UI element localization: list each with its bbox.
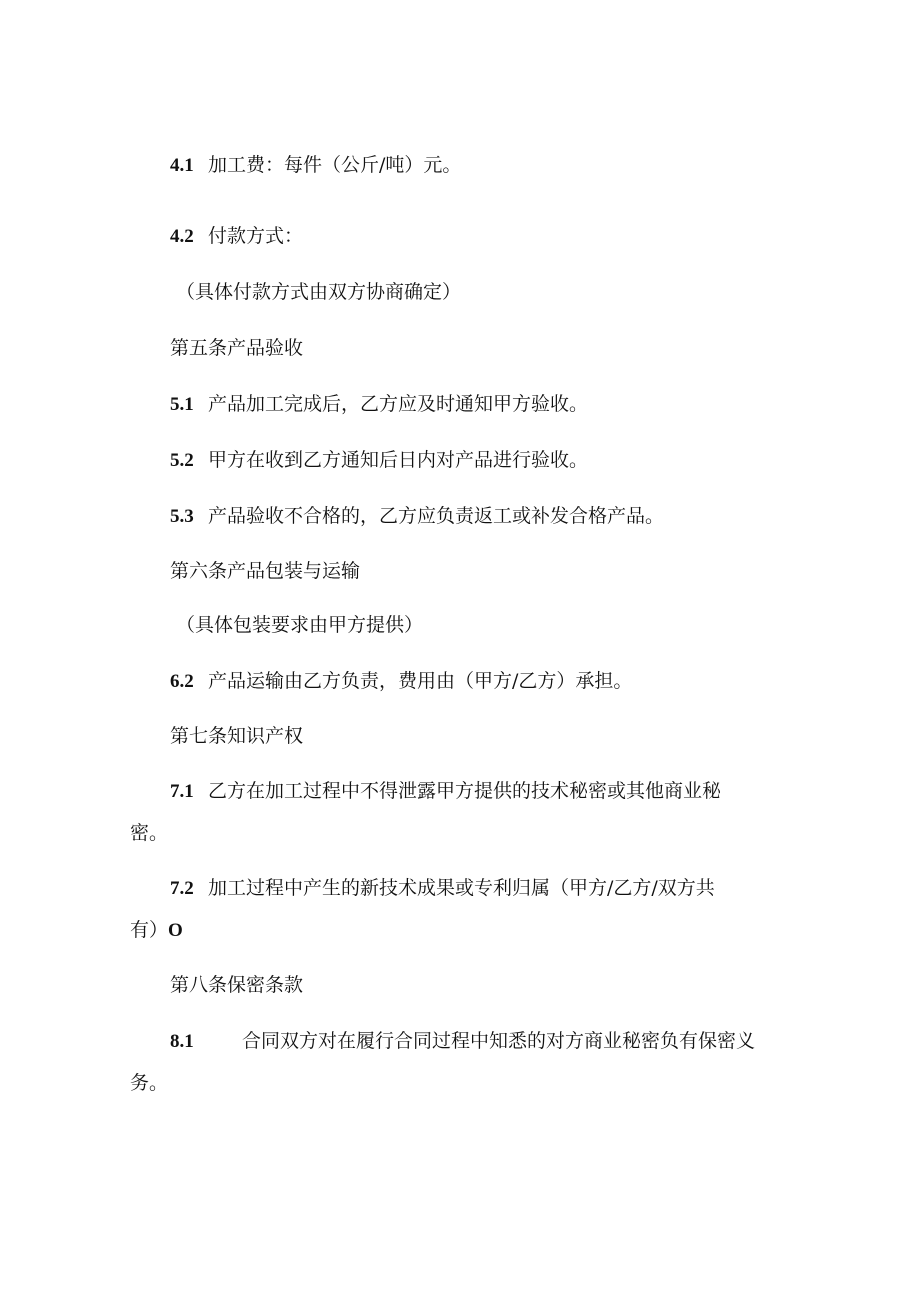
section-heading-6: 第六条产品包装与运输 [170, 560, 361, 582]
clause-text: 产品加工完成后，乙方应及时通知甲方验收。 [208, 393, 589, 415]
clause-text: 乙方在加工过程中不得泄露甲方提供的技术秘密或其他商业秘 [208, 780, 722, 802]
clause-7-2 [170, 874, 715, 903]
payment-note: （具体付款方式由双方协商确定） [176, 281, 462, 303]
clause-7-1-continuation: 密。 [130, 822, 169, 844]
continuation-end-mark: O [168, 920, 183, 941]
clause-4-2 [170, 222, 303, 251]
continuation-text: 有） [130, 919, 169, 941]
clause-number: 8.1 [170, 1031, 194, 1052]
clause-8-1-continuation: 务。 [130, 1072, 169, 1094]
clause-number: 4.1 [170, 155, 194, 176]
clause-number: 5.3 [170, 506, 194, 527]
clause-number: 7.1 [170, 781, 194, 802]
clause-8-1 [170, 1027, 755, 1056]
clause-7-2-continuation [130, 916, 183, 945]
clause-text: 产品验收不合格的，乙方应负责返工或补发合格产品。 [208, 505, 665, 527]
packaging-note: （具体包装要求由甲方提供） [176, 614, 424, 636]
clause-text: 加工费：每件（公斤/吨）元。 [208, 154, 462, 176]
section-heading-7: 第七条知识产权 [170, 725, 304, 747]
clause-6-2 [170, 667, 632, 696]
clause-text: 合同双方对在履行合同过程中知悉的对方商业秘密负有保密义 [242, 1030, 756, 1052]
clause-4-1 [170, 151, 461, 180]
clause-number: 5.1 [170, 394, 194, 415]
section-heading-5: 第五条产品验收 [170, 337, 304, 359]
clause-number: 5.2 [170, 450, 194, 471]
clause-text: 甲方在收到乙方通知后日内对产品进行验收。 [208, 449, 589, 471]
clause-number: 6.2 [170, 671, 194, 692]
clause-number: 7.2 [170, 878, 194, 899]
clause-5-3 [170, 502, 664, 531]
clause-5-1 [170, 390, 588, 419]
clause-text: 产品运输由乙方负责，费用由（甲方/乙方）承担。 [208, 670, 633, 692]
clause-7-1 [170, 777, 721, 806]
clause-5-2 [170, 446, 588, 475]
clause-text: 加工过程中产生的新技术成果或专利归属（甲方/乙方/双方共 [208, 877, 715, 899]
clause-number: 4.2 [170, 226, 194, 247]
clause-text: 付款方式： [208, 225, 304, 247]
section-heading-8: 第八条保密条款 [170, 974, 304, 996]
